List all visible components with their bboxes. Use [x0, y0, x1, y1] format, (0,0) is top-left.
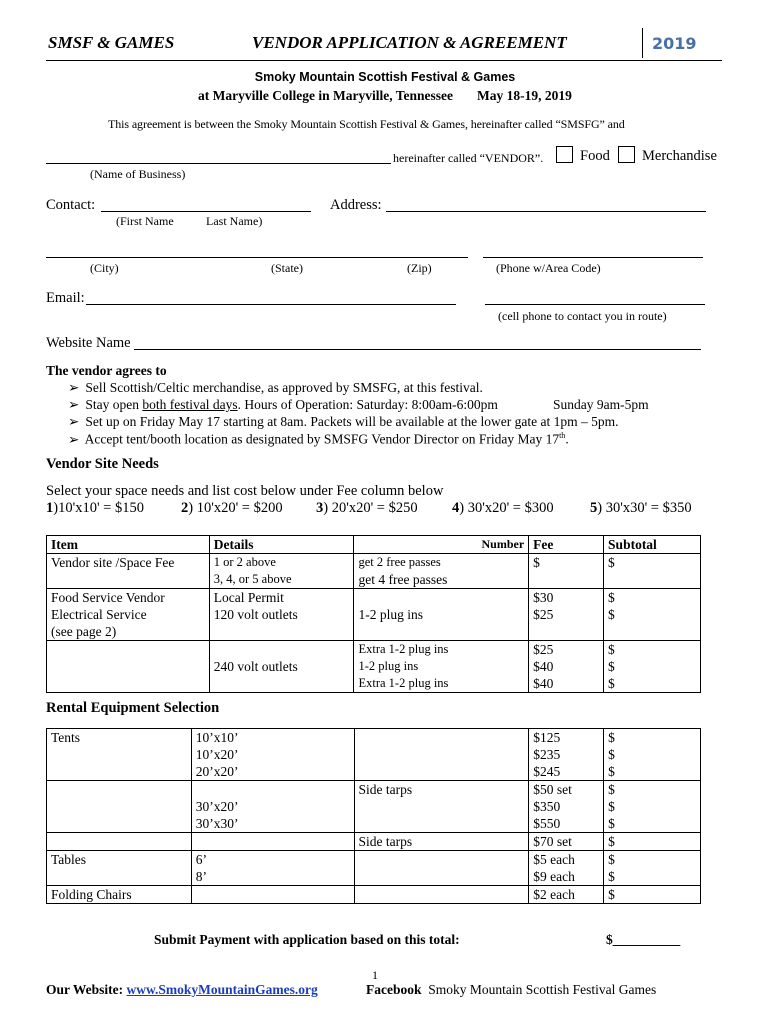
table-header-row — [47, 536, 701, 554]
header-fee: Fee — [529, 536, 604, 554]
merchandise-label: Merchandise — [642, 148, 717, 164]
size-line: 30’x20’ — [195, 799, 239, 814]
agree-item-4-text: Accept tent/booth location as designated by SMSFG Vendor Director on Friday May 17 — [84, 431, 560, 447]
detail-line: 120 volt outlets — [213, 607, 298, 622]
header-number: Number — [354, 536, 529, 554]
item-line: Food Service Vendor — [51, 590, 165, 605]
space-option-2: 2) 10'x20' = $200 — [181, 500, 283, 516]
header-divider — [642, 28, 643, 58]
header-subtotal: Subtotal — [604, 536, 701, 554]
table-row — [47, 781, 701, 833]
service-details — [209, 589, 354, 641]
tables-label: Tables — [47, 851, 192, 886]
number-line: 1-2 plug ins — [358, 607, 423, 622]
agree-item-4 — [68, 431, 569, 448]
zip-caption: (Zip) — [407, 261, 432, 275]
detail-line: 3, 4, or 5 above — [213, 572, 292, 586]
subtotal-line: $ — [608, 590, 615, 605]
website-footer-label: Our Website: — [46, 982, 124, 997]
tents-label: Tents — [47, 729, 192, 781]
header-item: Item — [47, 536, 210, 554]
agree-item-4-end: . — [565, 431, 569, 447]
email-field[interactable] — [86, 304, 456, 305]
header-rule — [46, 60, 722, 61]
website-label: Website Name — [46, 335, 131, 351]
agree-item-1-text: Sell Scottish/Celtic merchandise, as approved by SMSFG, at this festival. — [85, 380, 483, 395]
size-line: 8’ — [195, 869, 208, 884]
electric-number[interactable] — [354, 641, 529, 693]
agree-item-2-post: . Hours of Operation: Saturday: 8:00am-6:00pm — [237, 397, 498, 412]
contact-label: Contact: — [46, 197, 96, 213]
tarps2-item — [47, 833, 192, 851]
space-fee-details — [209, 554, 354, 589]
vendor-suffix: hereinafter called “VENDOR”. — [393, 151, 544, 165]
header-title: VENDOR APPLICATION & AGREEMENT — [252, 33, 567, 52]
fee-line: $25 — [533, 607, 554, 622]
size-line: 30’x30’ — [195, 816, 239, 831]
tarps-line: Side tarps — [358, 782, 413, 797]
agree-item-1 — [68, 380, 483, 396]
subtotal-line: $ — [608, 747, 615, 762]
agree-item-2-sunday: Sunday 9am-5pm — [553, 397, 649, 412]
tarps2-number[interactable] — [354, 833, 529, 851]
subtotal-line: $ — [608, 659, 615, 674]
event-location: at Maryville College in Maryville, Tennessee — [198, 88, 453, 103]
chairs-sizes — [191, 886, 354, 904]
subtotal-line: $ — [608, 607, 615, 622]
site-needs-intro: Select your space needs and list cost below under Fee column below — [46, 483, 444, 499]
agree-item-2 — [68, 397, 498, 413]
total-label: Submit Payment with application based on this total: — [154, 932, 460, 947]
business-name-caption: (Name of Business) — [90, 167, 186, 181]
tarps-line: Side tarps — [358, 834, 413, 849]
arrow-bullet-icon: ➢ — [68, 414, 80, 429]
subtotal-line: $ — [608, 642, 615, 657]
number-line: Extra 1-2 plug ins — [358, 642, 449, 656]
address-field[interactable] — [386, 211, 706, 212]
chairs-number[interactable] — [354, 886, 529, 904]
electric-fee[interactable] — [529, 641, 604, 693]
service-number[interactable] — [354, 589, 529, 641]
subtotal-line: $ — [608, 816, 615, 831]
agreement-text: This agreement is between the Smoky Mountain Scottish Festival & Games, hereinafter called “SMSFG” and — [108, 117, 625, 131]
email-label: Email: — [46, 290, 85, 306]
event-dates: May 18-19, 2019 — [477, 88, 572, 103]
agree-item-4-sup: th — [559, 431, 566, 440]
header-left: SMSF & GAMES — [48, 33, 175, 52]
fee-line: $550 — [533, 816, 561, 831]
chairs-fee: $2 each — [529, 886, 604, 904]
tarps2-fee: $70 set — [529, 833, 604, 851]
size-line: 10’x10’ — [195, 730, 239, 745]
subtotal-line: $ — [608, 730, 615, 745]
fee-line: $40 — [533, 659, 554, 674]
agree-item-3-text: Set up on Friday May 17 starting at 8am. Packets will be available at the lower gate at 1pm – 5pm. — [85, 414, 619, 429]
phone-caption: (Phone w/Area Code) — [496, 261, 601, 275]
passes-line: get 4 free passes — [358, 572, 448, 587]
chairs-label: Folding Chairs — [47, 886, 192, 904]
subtotal-line: $ — [608, 799, 615, 814]
arrow-bullet-icon: ➢ — [68, 380, 80, 395]
space-option-1: 1)10'x10' = $150 — [46, 500, 144, 516]
facebook-text: Smoky Mountain Scottish Festival Games — [428, 982, 657, 997]
agree-item-2-pre: Stay open — [85, 397, 143, 412]
item-line: Electrical Service — [51, 607, 147, 622]
detail-line: 1 or 2 above — [213, 555, 276, 569]
tent-fees — [529, 729, 604, 781]
item-line: (see page 2) — [51, 624, 117, 639]
size-line: 20’x20’ — [195, 764, 239, 779]
state-caption: (State) — [271, 261, 303, 275]
website-link[interactable]: www.SmokyMountainGames.org — [126, 982, 318, 997]
number-line: Extra 1-2 plug ins — [358, 676, 449, 690]
agree-item-3 — [68, 414, 619, 430]
detail-line: 240 volt outlets — [213, 659, 298, 674]
space-fee-number[interactable] — [354, 554, 529, 589]
electric-details — [209, 641, 354, 693]
address-label: Address: — [330, 197, 382, 213]
service-subtotal[interactable] — [604, 589, 701, 641]
size-line: 10’x20’ — [195, 747, 239, 762]
fee-line: $30 — [533, 590, 554, 605]
chairs-subtotal[interactable]: $ — [604, 886, 701, 904]
tarps-sizes — [191, 781, 354, 833]
table-row — [47, 589, 701, 641]
electric-item — [47, 641, 210, 693]
service-item — [47, 589, 210, 641]
fee-line: $25 — [533, 642, 554, 657]
tables-number[interactable] — [354, 851, 529, 886]
tarps-fees — [529, 781, 604, 833]
fee-table — [46, 535, 701, 693]
fee-line: $235 — [533, 747, 561, 762]
arrow-bullet-icon: ➢ — [68, 431, 80, 447]
facebook-label: Facebook — [366, 982, 422, 997]
subtotal-line: $ — [608, 782, 615, 797]
table-row — [47, 641, 701, 693]
food-label: Food — [580, 148, 610, 164]
subtotal-line: $ — [608, 676, 615, 691]
website-field[interactable] — [134, 349, 701, 350]
table-row — [47, 886, 701, 904]
space-fee-fee[interactable]: $ — [529, 554, 604, 589]
space-option-5: 5) 30'x30' = $350 — [590, 500, 692, 516]
table-sizes — [191, 851, 354, 886]
table-row — [47, 851, 701, 886]
table-row — [47, 729, 701, 781]
fee-line: $245 — [533, 764, 561, 779]
cell-caption: (cell phone to contact you in route) — [498, 309, 667, 323]
tarps2-sizes — [191, 833, 354, 851]
page-number: 1 — [372, 968, 378, 982]
subtotal-line: $ — [608, 852, 615, 867]
fee-line: $125 — [533, 730, 561, 745]
tarps-item — [47, 781, 192, 833]
site-needs-heading: Vendor Site Needs — [46, 456, 159, 472]
tent-number[interactable] — [354, 729, 529, 781]
tarps-subtotals[interactable] — [604, 781, 701, 833]
total-field[interactable]: $__________ — [606, 932, 681, 947]
space-option-4: 4) 30'x20' = $300 — [452, 500, 554, 516]
city-state-zip-field[interactable] — [46, 257, 468, 258]
tent-sizes — [191, 729, 354, 781]
first-name-caption: (First Name — [116, 214, 174, 228]
electric-subtotal[interactable] — [604, 641, 701, 693]
tables-subtotals[interactable] — [604, 851, 701, 886]
business-name-field[interactable] — [46, 163, 391, 164]
merchandise-checkbox[interactable] — [618, 146, 635, 163]
rental-table — [46, 728, 701, 904]
food-checkbox[interactable] — [556, 146, 573, 163]
agree-item-2-underline: both festival days — [142, 397, 238, 412]
rental-heading: Rental Equipment Selection — [46, 700, 220, 716]
space-option-3: 3) 20'x20' = $250 — [316, 500, 418, 516]
number-line: 1-2 plug ins — [358, 659, 419, 673]
fee-line: $5 each — [533, 852, 575, 867]
table-row — [47, 554, 701, 589]
detail-line: Local Permit — [213, 590, 284, 605]
event-name: Smoky Mountain Scottish Festival & Games — [254, 70, 516, 84]
subtotal-line: $ — [608, 764, 615, 779]
footer-facebook — [366, 982, 656, 998]
fee-line: $9 each — [533, 869, 575, 884]
tables-fees — [529, 851, 604, 886]
footer-website — [46, 982, 318, 998]
last-name-caption: Last Name) — [206, 214, 263, 228]
agrees-heading: The vendor agrees to — [46, 363, 167, 378]
tent-subtotals[interactable] — [604, 729, 701, 781]
passes-line: get 2 free passes — [358, 555, 441, 569]
size-line: 6’ — [195, 852, 208, 867]
phone-field[interactable] — [483, 257, 703, 258]
header-details: Details — [209, 536, 354, 554]
fee-line: $50 set — [533, 782, 572, 797]
cell-phone-field[interactable] — [485, 304, 705, 305]
contact-field[interactable] — [101, 211, 311, 212]
arrow-bullet-icon: ➢ — [68, 397, 80, 412]
space-fee-item: Vendor site /Space Fee — [47, 554, 210, 589]
fee-line: $350 — [533, 799, 561, 814]
subtotal-line: $ — [608, 869, 615, 884]
table-row — [47, 833, 701, 851]
service-fee[interactable] — [529, 589, 604, 641]
tarps2-subtotal[interactable]: $ — [604, 833, 701, 851]
city-caption: (City) — [90, 261, 119, 275]
header-year: 2019 — [652, 34, 697, 53]
tarps-number[interactable] — [354, 781, 529, 833]
space-fee-subtotal[interactable]: $ — [604, 554, 701, 589]
fee-line: $40 — [533, 676, 554, 691]
